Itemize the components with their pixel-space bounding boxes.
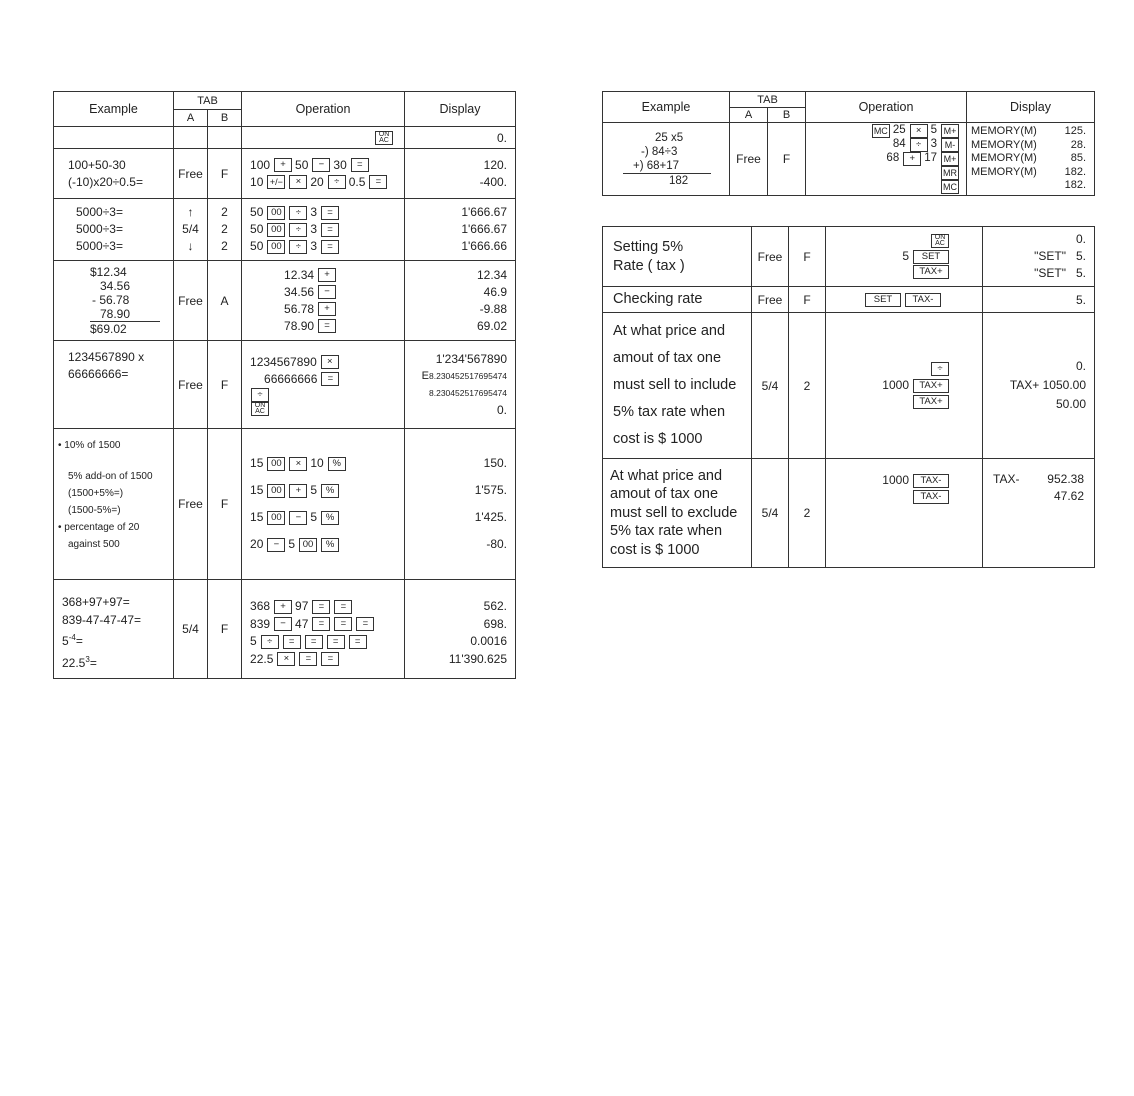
display-value: 8.230452517695474	[429, 370, 508, 381]
on-ac-key: ON AC	[251, 402, 269, 416]
operand: 68	[886, 152, 900, 165]
divide-key: ÷	[289, 240, 307, 254]
example-line: against 500	[68, 539, 120, 550]
display-value: 562.	[483, 599, 508, 613]
equals-sign: =	[89, 655, 97, 670]
equals-sign: =	[75, 634, 83, 648]
tab-a-value: Free	[174, 341, 208, 429]
example-line: (1500+5%=)	[68, 488, 124, 499]
tab-b-value: 2	[221, 205, 228, 219]
header-b: B	[208, 110, 242, 127]
multiply-key: ×	[321, 355, 339, 369]
up-arrow-icon: ↑	[187, 205, 194, 219]
multiply-key: ×	[289, 175, 307, 189]
example-line: Rate ( tax )	[613, 257, 685, 274]
display-value: 182.	[1064, 165, 1087, 178]
operand: 3	[930, 138, 938, 151]
operand: 1000	[882, 378, 909, 392]
divide-key: ÷	[251, 388, 269, 402]
memory-clear-key: MC	[943, 182, 958, 192]
memory-minus-key: M-	[941, 138, 959, 152]
example-line: - 56.78	[92, 292, 130, 307]
error-indicator: E	[421, 369, 430, 382]
percent-key: %	[321, 538, 339, 552]
equals-key: =	[321, 223, 339, 237]
equals-key: =	[305, 635, 323, 649]
operand: 5	[250, 634, 257, 648]
tab-b-value: A	[208, 261, 242, 341]
display-value: 698.	[483, 616, 508, 631]
tab-a-value: Free	[752, 227, 789, 287]
divide-key: ÷	[289, 223, 307, 237]
display-value: 69.02	[476, 318, 508, 333]
percent-key: %	[328, 457, 346, 471]
divide-key: ÷	[328, 175, 346, 189]
display-value: 5.	[983, 287, 1095, 313]
equals-key: =	[334, 600, 352, 614]
minus-key: −	[318, 285, 336, 299]
example-line: At what price and	[610, 467, 723, 484]
plus-key: +	[274, 600, 292, 614]
header-operation: Operation	[242, 92, 405, 127]
display-value: -9.88	[479, 301, 508, 316]
tab-b-value: F	[208, 429, 242, 580]
operand: 3	[310, 239, 318, 253]
tax-minus-key: TAX-	[913, 474, 949, 488]
tab-b-value: F	[789, 227, 826, 287]
example-line: 34.56	[100, 278, 131, 293]
tab-b-value: 2	[221, 239, 228, 253]
on-ac-key: ON AC	[375, 131, 393, 145]
minus-key: −	[289, 511, 307, 525]
header-b: B	[768, 108, 806, 123]
example-line: 368+97+97=	[62, 595, 130, 609]
tax-minus-key: TAX-	[913, 490, 949, 504]
equals-key: =	[318, 319, 336, 333]
multiply-key: ×	[277, 652, 295, 666]
display-value: 46.9	[483, 284, 508, 299]
example-line: 78.90	[90, 307, 160, 322]
tab-b-value: F	[208, 149, 242, 199]
equals-key: =	[369, 175, 387, 189]
display-value: 1'234'567890	[435, 351, 508, 366]
on-ac-key: ON AC	[931, 234, 949, 248]
display-value: 1'666.66	[461, 239, 508, 253]
sign-change-key: +/−	[267, 175, 285, 189]
display-value: 120.	[483, 157, 508, 172]
display-value: 50.00	[1055, 397, 1086, 411]
example-line: +) 68+17	[623, 159, 711, 174]
operand: 5	[288, 537, 296, 551]
example-line: (1500-5%=)	[68, 505, 121, 516]
display-value: 47.62	[1053, 489, 1084, 503]
operand: 50	[295, 157, 309, 172]
operand: 5	[930, 124, 938, 137]
set-key: SET	[865, 293, 901, 307]
table-row	[54, 127, 516, 149]
table-row	[54, 199, 516, 261]
tab-a-value: 5/4	[182, 222, 199, 236]
minus-key: −	[274, 617, 292, 631]
example-line: At what price and	[613, 323, 726, 339]
table-row	[54, 429, 516, 580]
display-value: -80.	[486, 537, 508, 551]
memory-indicator: MEMORY(M)	[971, 165, 1037, 178]
tab-b-value: F	[789, 287, 826, 313]
tab-a-value: 5/4	[752, 459, 789, 568]
example-line: cost is $ 1000	[613, 431, 703, 447]
tax-minus-key: TAX-	[905, 293, 941, 307]
header-tab: TAB	[174, 92, 242, 110]
display-value: TAX+ 1050.00	[1009, 378, 1086, 392]
header-example: Example	[603, 92, 730, 123]
tab-a-value: 5/4	[752, 313, 789, 459]
example-total: $69.02	[90, 321, 127, 336]
minus-key: −	[267, 538, 285, 552]
set-indicator: "SET"	[1034, 266, 1066, 280]
set-key: SET	[913, 250, 949, 264]
display-value: 952.38	[1047, 472, 1084, 486]
equals-key: =	[283, 635, 301, 649]
example-line: 5	[62, 634, 69, 648]
display-value: 0.	[405, 127, 516, 149]
operand: 47	[295, 616, 309, 631]
header-display: Display	[967, 92, 1095, 123]
equals-key: =	[351, 158, 369, 172]
equals-key: =	[321, 372, 339, 386]
memory-indicator: MEMORY(M)	[971, 152, 1037, 165]
memory-indicator: MEMORY(M)	[971, 125, 1037, 138]
header-operation: Operation	[806, 92, 967, 123]
example-line: -) 84÷3	[641, 145, 678, 158]
set-indicator: "SET"	[1034, 249, 1066, 263]
table-row	[54, 149, 516, 199]
display-value: 182.	[1064, 179, 1087, 192]
display-value: 28.	[1070, 138, 1087, 151]
equals-key: =	[312, 600, 330, 614]
percent-key: %	[321, 484, 339, 498]
plus-key: +	[289, 484, 307, 498]
plus-key: +	[274, 158, 292, 172]
operand: 10	[250, 174, 264, 189]
memory-indicator: MEMORY(M)	[971, 138, 1037, 151]
table-row	[603, 287, 1095, 313]
example-line: must sell to include	[613, 377, 737, 393]
tab-a-value: Free	[174, 149, 208, 199]
double-zero-key: 00	[267, 484, 285, 498]
example-line: Setting 5%	[613, 239, 684, 255]
example-line: • percentage of 20	[58, 522, 140, 533]
display-value: 125.	[1064, 125, 1087, 138]
double-zero-key: 00	[267, 240, 285, 254]
operand: 1234567890	[250, 354, 317, 369]
double-zero-key: 00	[267, 206, 285, 220]
example-line: 5% tax rate when	[613, 404, 726, 420]
operand: 3	[310, 205, 318, 219]
equals-key: =	[312, 617, 330, 631]
equals-key: =	[299, 652, 317, 666]
operand: 839	[250, 616, 271, 631]
operand: 20	[250, 537, 264, 551]
operand: 50	[250, 205, 264, 219]
table-row	[54, 580, 516, 679]
example-line: Checking rate	[603, 287, 752, 313]
table-row	[54, 341, 516, 429]
display-value: -400.	[479, 174, 508, 189]
example-line: 5000÷3=	[76, 239, 123, 253]
divide-key: ÷	[910, 138, 928, 152]
tab-b-value: F	[208, 580, 242, 679]
operand: 12.34	[284, 267, 315, 282]
operand: 5	[310, 510, 318, 524]
example-line: 22.5	[62, 655, 86, 670]
operand: 50	[250, 222, 264, 236]
example-line: amout of tax one	[613, 350, 722, 366]
plus-key: +	[318, 268, 336, 282]
tab-b-value: 2	[789, 459, 826, 568]
tab-b-value: F	[208, 341, 242, 429]
example-line: 839-47-47-47=	[62, 612, 142, 627]
double-zero-key: 00	[267, 457, 285, 471]
operand: 66666666	[264, 371, 318, 386]
equals-key: =	[321, 652, 339, 666]
operand: 97	[295, 599, 309, 613]
header-a: A	[174, 110, 208, 127]
equals-key: =	[321, 206, 339, 220]
equals-key: =	[349, 635, 367, 649]
plus-key: +	[903, 152, 921, 166]
tax-plus-key: TAX+	[913, 265, 949, 279]
exponent: 3	[85, 654, 90, 664]
example-line: $12.34	[90, 264, 127, 279]
display-value: 8.230452517695474	[429, 387, 508, 398]
divide-key: ÷	[931, 362, 949, 376]
tab-a-value: Free	[174, 429, 208, 580]
operand: 84	[892, 138, 906, 151]
operand: 50	[250, 239, 264, 253]
display-value: 1'425.	[474, 510, 508, 524]
example-line: amout of tax one	[610, 486, 719, 503]
exponent: -4	[68, 633, 76, 642]
operand: 20	[310, 174, 324, 189]
double-zero-key: 00	[267, 511, 285, 525]
display-value: 150.	[483, 456, 508, 470]
display-value: 1'666.67	[461, 222, 508, 236]
example-line: must sell to exclude	[610, 504, 738, 521]
tax-plus-key: TAX+	[913, 395, 949, 409]
operand: 3	[310, 222, 318, 236]
table-row	[603, 123, 1095, 196]
operand: 22.5	[250, 651, 274, 666]
display-value: 1'666.67	[461, 205, 508, 219]
operand: 17	[924, 152, 938, 165]
equals-key: =	[334, 617, 352, 631]
tab-a-value: Free	[174, 261, 208, 341]
tax-plus-key: TAX+	[913, 379, 949, 393]
multiply-key: ×	[910, 124, 928, 138]
operand: 1000	[882, 473, 909, 487]
display-value: 1'575.	[474, 483, 508, 497]
display-value: 11'390.625	[448, 651, 508, 666]
tab-a-value: Free	[730, 123, 768, 196]
header-a: A	[730, 108, 768, 123]
tab-a-value: 5/4	[174, 580, 208, 679]
example-line: 66666666=	[68, 367, 129, 381]
equals-key: =	[356, 617, 374, 631]
operand: 34.56	[284, 284, 315, 299]
display-value: 12.34	[476, 267, 508, 282]
example-line: (-10)x20÷0.5=	[68, 174, 143, 189]
memory-recall-key: MR	[943, 168, 958, 178]
display-value: 0.	[1075, 232, 1086, 246]
memory-plus-key: M+	[941, 124, 959, 138]
example-line: 5% add-on of 1500	[68, 471, 153, 482]
operand: 0.5	[348, 174, 366, 189]
equals-key: =	[327, 635, 345, 649]
tab-b-value: 2	[221, 222, 228, 236]
header-example: Example	[54, 92, 174, 127]
memory-plus-key: M+	[941, 152, 959, 166]
tab-a-value: Free	[752, 287, 789, 313]
equals-key: =	[321, 240, 339, 254]
display-value: 0.	[1075, 359, 1086, 373]
table-row	[603, 313, 1095, 459]
operand: 25	[892, 124, 906, 137]
display-value: 85.	[1070, 152, 1087, 165]
memory-example-table	[602, 91, 1095, 196]
display-value: 5.	[1075, 266, 1086, 280]
operand: 56.78	[284, 301, 315, 316]
example-line: • 10% of 1500	[58, 440, 121, 451]
header-display: Display	[405, 92, 516, 127]
down-arrow-icon: ↓	[187, 239, 194, 253]
divide-key: ÷	[289, 206, 307, 220]
divide-key: ÷	[261, 635, 279, 649]
example-line: 5000÷3=	[76, 205, 123, 219]
table-row	[603, 459, 1095, 568]
operand: 15	[250, 456, 264, 470]
multiply-key: ×	[289, 457, 307, 471]
operand: 10	[310, 456, 324, 470]
operand: 5	[902, 249, 909, 263]
example-line: cost is $ 1000	[610, 541, 700, 558]
tax-minus-indicator: TAX-	[993, 472, 1020, 486]
example-line: 25 x5	[655, 131, 684, 144]
memory-clear-key: MC	[873, 126, 888, 136]
display-value: 0.	[497, 402, 508, 417]
operand: 15	[250, 483, 264, 497]
header-tab: TAB	[730, 92, 806, 108]
percent-key: %	[321, 511, 339, 525]
example-total: 182	[669, 174, 689, 187]
operand: 15	[250, 510, 264, 524]
display-value: 5.	[1075, 249, 1086, 263]
minus-key: −	[312, 158, 330, 172]
example-line: 5% tax rate when	[610, 523, 723, 540]
table-row	[54, 261, 516, 341]
example-line: 5000÷3=	[76, 222, 123, 236]
tab-b-value: F	[768, 123, 806, 196]
operand: 30	[333, 157, 347, 172]
display-value: 0.0016	[470, 634, 508, 648]
operand: 100	[250, 157, 271, 172]
tax-example-table	[602, 226, 1095, 568]
operand: 5	[310, 483, 318, 497]
example-line: 1234567890 x	[68, 350, 145, 364]
tab-b-value: 2	[789, 313, 826, 459]
left-example-table	[53, 91, 516, 679]
table-row	[603, 227, 1095, 287]
operand: 368	[250, 599, 271, 613]
example-line: 100+50-30	[68, 157, 126, 172]
double-zero-key: 00	[267, 223, 285, 237]
plus-key: +	[318, 302, 336, 316]
operand: 78.90	[284, 318, 315, 333]
double-zero-key: 00	[299, 538, 317, 552]
